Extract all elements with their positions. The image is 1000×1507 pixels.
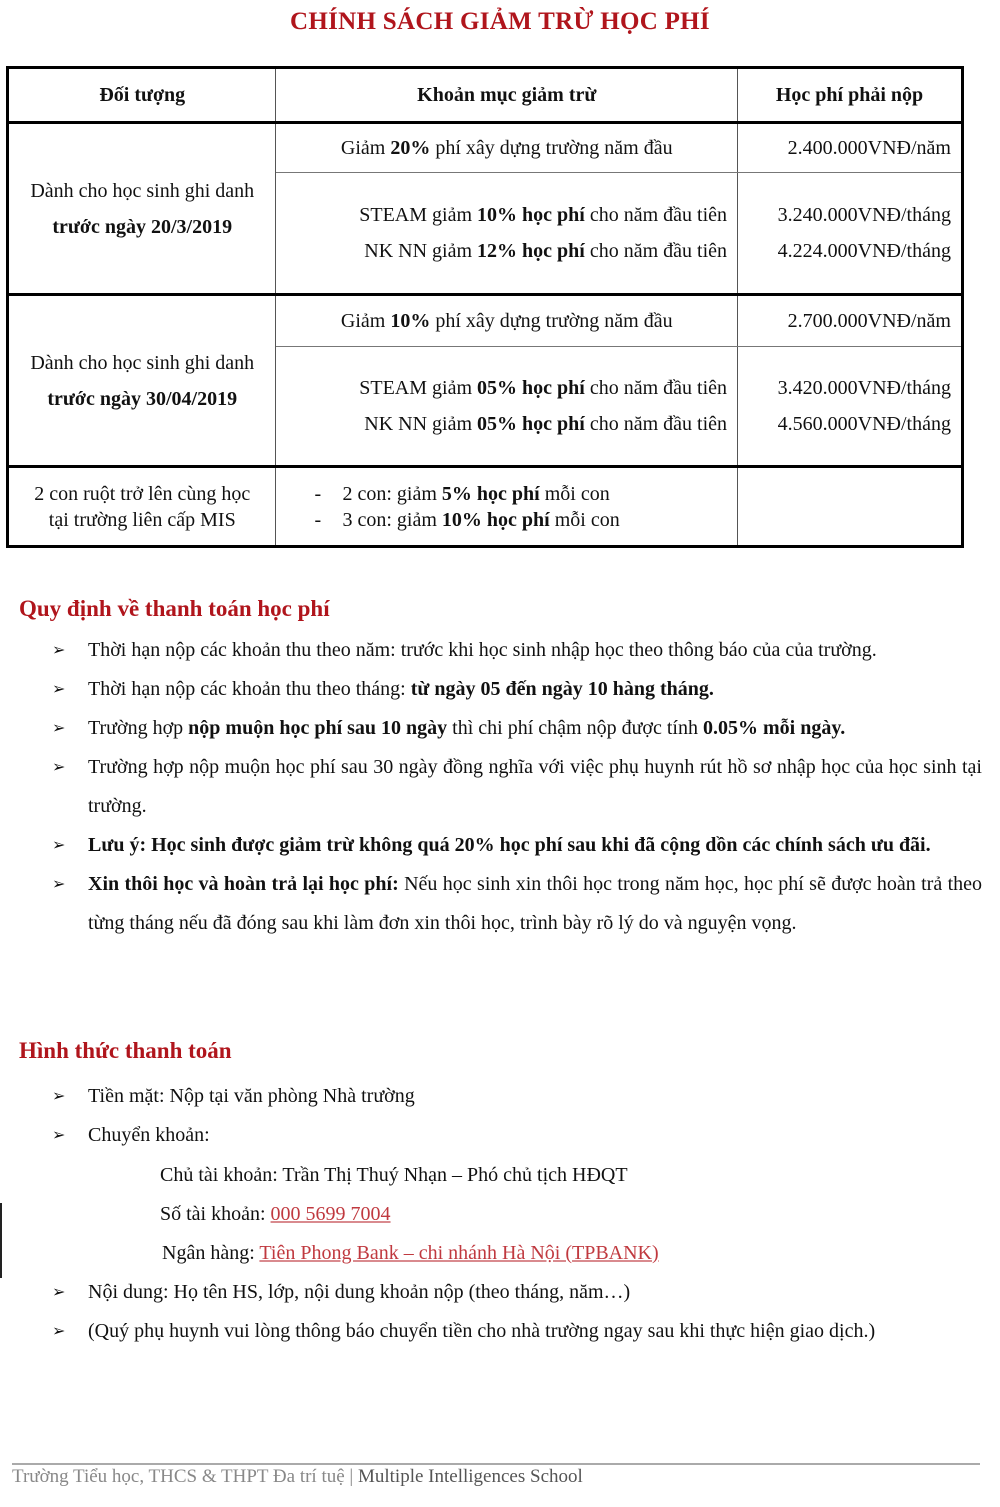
- table-header-row: [8, 68, 963, 123]
- arrow-bullet-icon: ➢: [52, 681, 66, 698]
- arrow-bullet-icon: ➢: [52, 1088, 66, 1105]
- fee-cell-empty: [738, 467, 963, 547]
- page-title: CHÍNH SÁCH GIẢM TRỪ HỌC PHÍ: [290, 8, 710, 35]
- list-item: ➢ Chuyển khoản:: [52, 1116, 982, 1155]
- payment-methods-list: [52, 1077, 982, 1155]
- arrow-bullet-icon: ➢: [52, 1323, 66, 1340]
- list-item: ➢ Thời hạn nộp các khoản thu theo tháng: từ ngày 05 đến ngày 10 hàng tháng.: [52, 670, 982, 709]
- arrow-bullet-icon: ➢: [52, 1284, 66, 1301]
- discount-cell: STEAM giảm 10% học phí cho năm đầu tiên NK NN giảm 12% học phí cho năm đầu tiên: [276, 173, 738, 295]
- header-discount-item: Khoản mục giảm trừ: [276, 68, 738, 123]
- arrow-bullet-icon: ➢: [52, 876, 66, 893]
- target-line: Dành cho học sinh ghi danh: [30, 179, 255, 202]
- table-row: [8, 467, 963, 547]
- payment-methods-heading: Hình thức thanh toán: [19, 1038, 232, 1063]
- account-number-line: Số tài khoản: 000 5699 7004: [160, 1203, 391, 1225]
- bank-line: Ngân hàng: Tiên Phong Bank – chi nhánh Hà Nội (TPBANK): [162, 1242, 659, 1264]
- discount-cell: STEAM giảm 05% học phí cho năm đầu tiên NK NN giảm 05% học phí cho năm đầu tiên: [276, 347, 738, 467]
- header-fee: Học phí phải nộp: [738, 68, 963, 123]
- list-item: ➢ Trường hợp nộp muộn học phí sau 30 ngày đồng nghĩa với việc phụ huynh rút hồ sơ nhập học của học sinh tại trường.: [52, 748, 982, 826]
- sibling-discount-cell: - 2 con: giảm 5% học phí mỗi con - 3 con: giảm 10% học phí mỗi con: [276, 467, 738, 547]
- discount-cell: Giảm 10% phí xây dựng trường năm đầu: [276, 295, 738, 347]
- target-cell: [8, 295, 276, 467]
- arrow-bullet-icon: ➢: [52, 1127, 66, 1144]
- payment-notes-list: [52, 1273, 982, 1351]
- target-date: trước ngày 30/04/2019: [47, 387, 238, 410]
- list-item: ➢ Trường hợp nộp muộn học phí sau 10 ngày thì chi phí chậm nộp được tính 0.05% mỗi ngày.: [52, 709, 982, 748]
- payment-rules-heading: Quy định về thanh toán học phí: [19, 596, 330, 621]
- discount-policy-table: [6, 66, 964, 548]
- header-target: Đối tượng: [8, 68, 276, 123]
- margin-bar: [0, 1203, 2, 1278]
- table-row: [8, 295, 963, 347]
- target-date: trước ngày 20/3/2019: [52, 215, 233, 238]
- arrow-bullet-icon: ➢: [52, 720, 66, 737]
- target-cell: [8, 123, 276, 295]
- discount-cell: Giảm 20% phí xây dựng trường năm đầu: [276, 123, 738, 173]
- list-item: ➢ (Quý phụ huynh vui lòng thông báo chuyển tiền cho nhà trường ngay sau khi thực hiện giao dịch.): [52, 1312, 982, 1351]
- arrow-bullet-icon: ➢: [52, 759, 66, 776]
- fee-cell: 2.700.000VNĐ/năm: [738, 295, 963, 347]
- payment-rules-list: [52, 631, 982, 943]
- footer: Trường Tiểu học, THCS & THPT Đa trí tuệ | Multiple Intelligences School: [12, 1466, 583, 1487]
- table-row: [8, 123, 963, 173]
- fee-cell: 3.420.000VNĐ/tháng 4.560.000VNĐ/tháng: [777, 377, 951, 435]
- account-number-link[interactable]: 000 5699 7004: [270, 1203, 391, 1225]
- arrow-bullet-icon: ➢: [52, 837, 66, 854]
- account-holder: Chủ tài khoản: Trần Thị Thuý Nhạn – Phó chủ tịch HĐQT: [160, 1164, 628, 1186]
- list-item: ➢ Tiền mặt: Nộp tại văn phòng Nhà trường: [52, 1077, 982, 1116]
- list-item: ➢ Lưu ý: Học sinh được giảm trừ không quá 20% học phí sau khi đã cộng dồn các chính sách ưu đãi.: [52, 826, 982, 865]
- fee-cell: 3.240.000VNĐ/tháng 4.224.000VNĐ/tháng: [777, 204, 951, 262]
- bank-link[interactable]: Tiên Phong Bank – chi nhánh Hà Nội (TPBANK): [259, 1242, 659, 1264]
- footer-divider: [12, 1463, 980, 1465]
- fee-cell: 2.400.000VNĐ/năm: [738, 123, 963, 173]
- target-cell: 2 con ruột trở lên cùng học tại trường liên cấp MIS: [8, 467, 276, 547]
- list-item: ➢ Xin thôi học và hoàn trả lại học phí: Nếu học sinh xin thôi học trong năm học, học phí sẽ được hoàn trả theo từng tháng nếu đã đóng sau khi làm đơn xin thôi học, trình bày rõ lý do và nguyện vọng.: [52, 865, 982, 943]
- arrow-bullet-icon: ➢: [52, 642, 66, 659]
- list-item: ➢ Nội dung: Họ tên HS, lớp, nội dung khoản nộp (theo tháng, năm…): [52, 1273, 982, 1312]
- target-line: Dành cho học sinh ghi danh: [30, 351, 255, 374]
- list-item: ➢ Thời hạn nộp các khoản thu theo năm: trước khi học sinh nhập học theo thông báo của của trường.: [52, 631, 982, 670]
